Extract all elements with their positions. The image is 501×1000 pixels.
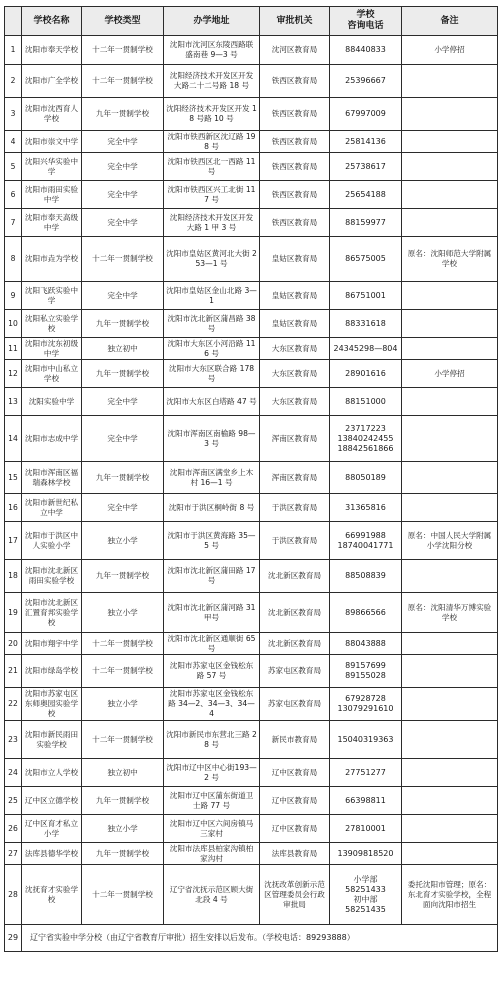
cell-address: 沈阳市法库县柏家沟镇柏家沟村: [164, 843, 260, 865]
cell-school-type: 完全中学: [82, 388, 164, 416]
cell-phone: 88159977: [330, 209, 402, 237]
cell-approval-authority: 辽中区教育局: [260, 787, 330, 815]
cell-notes: [402, 815, 498, 843]
table-row: [5, 131, 498, 153]
cell-notes: [402, 98, 498, 131]
cell-index: 8: [5, 237, 22, 282]
cell-address: 沈阳市于洪区黄海路 35—5 号: [164, 522, 260, 560]
cell-index: 18: [5, 560, 22, 593]
table-row: [5, 560, 498, 593]
cell-phone: 86751001: [330, 282, 402, 310]
cell-school-name: 沈阳市沈北新区雨田实验学校: [22, 560, 82, 593]
cell-address: 沈阳市大东区联合路 178 号: [164, 360, 260, 388]
cell-approval-authority: 铁西区教育局: [260, 131, 330, 153]
cell-phone: 88043888: [330, 633, 402, 655]
cell-approval-authority: 沈北新区教育局: [260, 593, 330, 633]
cell-address: 沈阳市苏家屯区金钱松东路 34—2、34—3、34—4: [164, 688, 260, 721]
cell-school-type: 完全中学: [82, 181, 164, 209]
cell-phone: 67997009: [330, 98, 402, 131]
cell-address: 沈阳市铁西区北一西路 11 号: [164, 153, 260, 181]
cell-approval-authority: 皇姑区教育局: [260, 237, 330, 282]
table-row: [5, 388, 498, 416]
cell-notes: [402, 721, 498, 759]
phone-line: 58251433: [345, 884, 386, 894]
cell-school-name: 辽中区立德学校: [22, 787, 82, 815]
cell-school-type: 独立初中: [82, 759, 164, 787]
cell-phone: 86575005: [330, 237, 402, 282]
cell-notes: [402, 688, 498, 721]
cell-school-type: 独立小学: [82, 522, 164, 560]
cell-index: 6: [5, 181, 22, 209]
table-row: [5, 815, 498, 843]
table-row: [5, 759, 498, 787]
phone-line: 66991988: [345, 530, 386, 540]
cell-school-name: 法库县德华学校: [22, 843, 82, 865]
cell-school-name: 沈阳市志成中学: [22, 416, 82, 462]
table-row: [5, 338, 498, 360]
table-row: [5, 181, 498, 209]
cell-address: 沈阳市辽中区蒲东街道卫士路 77 号: [164, 787, 260, 815]
cell-notes: 小学停招: [402, 36, 498, 65]
cell-approval-authority: 大东区教育局: [260, 360, 330, 388]
cell-address: 沈阳市浑南区南榆路 98—3 号: [164, 416, 260, 462]
cell-school-type: 完全中学: [82, 282, 164, 310]
cell-school-name: 沈阳市于洪区中人实验小学: [22, 522, 82, 560]
cell-approval-authority: 铁西区教育局: [260, 209, 330, 237]
cell-school-name: 沈阳市中山私立学校: [22, 360, 82, 388]
cell-index: 11: [5, 338, 22, 360]
phone-line: 13079291610: [337, 704, 394, 713]
table-row: [5, 593, 498, 633]
cell-school-name: 沈阳市新世纪私立中学: [22, 494, 82, 522]
cell-notes: [402, 181, 498, 209]
table-row: [5, 688, 498, 721]
cell-approval-authority: 浑南区教育局: [260, 416, 330, 462]
cell-school-type: 完全中学: [82, 153, 164, 181]
cell-notes: [402, 282, 498, 310]
cell-address: 沈阳市沈北新区蒲河路 31 甲号: [164, 593, 260, 633]
header-phone: [330, 7, 402, 36]
cell-phone: 24345298—804: [330, 338, 402, 360]
cell-school-type: 九年一贯制学校: [82, 843, 164, 865]
cell-index: 27: [5, 843, 22, 865]
cell-address: 沈阳市皇姑区金山北路 3—1: [164, 282, 260, 310]
cell-address: 辽宁省沈抚示范区顾大街北段 4 号: [164, 865, 260, 925]
table-row: [5, 721, 498, 759]
cell-address: 沈阳市大东区小河沿路 116 号: [164, 338, 260, 360]
cell-approval-authority: 于洪区教育局: [260, 522, 330, 560]
phone-line: 58251435: [345, 904, 386, 914]
cell-school-type: 九年一贯制学校: [82, 560, 164, 593]
cell-school-type: 完全中学: [82, 209, 164, 237]
cell-school-type: 十二年一贯制学校: [82, 65, 164, 98]
cell-index: 19: [5, 593, 22, 633]
cell-address: 沈阳市苏家屯区金钱松东路 57 号: [164, 655, 260, 688]
cell-approval-authority: 法库县教育局: [260, 843, 330, 865]
cell-index: 1: [5, 36, 22, 65]
cell-address: 沈阳经济技术开发区开发大路 1 甲 3 号: [164, 209, 260, 237]
table-row: [5, 98, 498, 131]
cell-school-name: 沈阳市垚为学校: [22, 237, 82, 282]
phone-line: 23717223: [345, 423, 386, 433]
header-notes: 备注: [402, 7, 498, 36]
cell-index: 14: [5, 416, 22, 462]
cell-phone: 66398811: [330, 787, 402, 815]
cell-approval-authority: 辽中区教育局: [260, 815, 330, 843]
cell-notes: [402, 338, 498, 360]
cell-index: 7: [5, 209, 22, 237]
cell-address: 沈阳市浑南区满堂乡上木村 16—1 号: [164, 462, 260, 494]
phone-line: 小学部: [353, 874, 378, 884]
cell-school-type: 独立小学: [82, 688, 164, 721]
cell-notes: [402, 388, 498, 416]
cell-phone: 31365816: [330, 494, 402, 522]
table-row: [5, 209, 498, 237]
phone-line: 89157699: [345, 661, 386, 670]
cell-phone: [330, 688, 402, 721]
cell-notes: [402, 153, 498, 181]
cell-index: 9: [5, 282, 22, 310]
header-school-type: 学校类型: [82, 7, 164, 36]
cell-school-name: 沈阳兴华实验中学: [22, 153, 82, 181]
cell-index: 2: [5, 65, 22, 98]
cell-school-name: 沈阳市浑南区福瑞森林学校: [22, 462, 82, 494]
cell-school-type: 独立小学: [82, 593, 164, 633]
cell-school-name: 沈阳市立人学校: [22, 759, 82, 787]
cell-phone: 88151000: [330, 388, 402, 416]
table-row: [5, 237, 498, 282]
cell-phone: 27751277: [330, 759, 402, 787]
cell-index: 4: [5, 131, 22, 153]
cell-school-type: 十二年一贯制学校: [82, 865, 164, 925]
cell-approval-authority: 于洪区教育局: [260, 494, 330, 522]
cell-notes: 原名：中国人民大学附属小学沈阳分校: [402, 522, 498, 560]
cell-school-name: 沈阳市广全学校: [22, 65, 82, 98]
cell-index: 22: [5, 688, 22, 721]
phone-line: 18740041771: [337, 540, 394, 550]
cell-notes: [402, 462, 498, 494]
phone-line: 89155028: [345, 671, 386, 680]
cell-index: 29: [5, 925, 22, 952]
cell-index: 12: [5, 360, 22, 388]
cell-phone: 88440833: [330, 36, 402, 65]
table-row: [5, 462, 498, 494]
cell-address: 沈阳市皇姑区黄河北大街 253—1 号: [164, 237, 260, 282]
cell-school-name: 沈阳市雨田实验中学: [22, 181, 82, 209]
cell-index: 15: [5, 462, 22, 494]
cell-index: 26: [5, 815, 22, 843]
cell-approval-authority: 苏家屯区教育局: [260, 655, 330, 688]
cell-address: 沈阳市新民市东营北三路 28 号: [164, 721, 260, 759]
cell-school-name: 沈阳市奉天高级中学: [22, 209, 82, 237]
cell-notes: [402, 843, 498, 865]
cell-notes: [402, 655, 498, 688]
table-body: [5, 36, 498, 952]
cell-phone: [330, 655, 402, 688]
cell-index: 21: [5, 655, 22, 688]
cell-approval-authority: 大东区教育局: [260, 338, 330, 360]
cell-notes: 小学停招: [402, 360, 498, 388]
cell-notes: [402, 131, 498, 153]
cell-phone: 88050189: [330, 462, 402, 494]
header-row: [5, 7, 498, 36]
cell-index: 17: [5, 522, 22, 560]
cell-notes: 原名：沈阳师范大学附属学校: [402, 237, 498, 282]
table-row: [5, 282, 498, 310]
cell-index: 28: [5, 865, 22, 925]
phone-line: 13840242455: [337, 433, 394, 443]
table-row: [5, 655, 498, 688]
cell-index: 23: [5, 721, 22, 759]
school-table-wrapper: [4, 6, 497, 952]
cell-school-type: 完全中学: [82, 416, 164, 462]
cell-notes: [402, 310, 498, 338]
table-row: [5, 360, 498, 388]
cell-notes: [402, 633, 498, 655]
cell-address: 沈阳市辽中区六间房镇马三家村: [164, 815, 260, 843]
cell-address: 沈阳市沈北新区通顺街 65 号: [164, 633, 260, 655]
table-row: [5, 310, 498, 338]
cell-phone: [330, 416, 402, 462]
cell-school-type: 完全中学: [82, 131, 164, 153]
cell-school-type: 九年一贯制学校: [82, 98, 164, 131]
cell-school-type: 十二年一贯制学校: [82, 655, 164, 688]
phone-line: 18842561866: [337, 443, 394, 453]
cell-school-name: 沈阳市苏家屯区东师奥园实验学校: [22, 688, 82, 721]
header-phone-line2: 咨询电话: [347, 21, 384, 31]
cell-approval-authority: 沈北新区教育局: [260, 560, 330, 593]
cell-school-name: 沈阳实验中学: [22, 388, 82, 416]
cell-address: 沈阳市于洪区桐岭街 8 号: [164, 494, 260, 522]
table-row: [5, 522, 498, 560]
cell-phone: 25738617: [330, 153, 402, 181]
cell-address: 沈阳市辽中区中心街193—2 号: [164, 759, 260, 787]
cell-address: 沈阳经济技术开发区开发大路二十二号路 18 号: [164, 65, 260, 98]
header-index: [5, 7, 22, 36]
cell-notes: [402, 494, 498, 522]
cell-approval-authority: 大东区教育局: [260, 388, 330, 416]
cell-school-name: 沈阳市沈北新区汇置育邦实验学校: [22, 593, 82, 633]
cell-notes: [402, 209, 498, 237]
header-school-name: 学校名称: [22, 7, 82, 36]
footer-note: 辽宁省实验中学分校（由辽宁省教育厅审批）招生安排以后发布。（学校电话：89293888）: [22, 925, 498, 952]
cell-index: 25: [5, 787, 22, 815]
cell-approval-authority: 皇姑区教育局: [260, 310, 330, 338]
cell-school-type: 独立初中: [82, 338, 164, 360]
cell-phone: 25814136: [330, 131, 402, 153]
cell-address: 沈阳市大东区白塔路 47 号: [164, 388, 260, 416]
cell-approval-authority: 铁西区教育局: [260, 153, 330, 181]
cell-phone: 88331618: [330, 310, 402, 338]
cell-phone: 25654188: [330, 181, 402, 209]
cell-phone: [330, 522, 402, 560]
table-row: [5, 36, 498, 65]
cell-address: 沈阳经济技术开发区开发 18 号路 10 号: [164, 98, 260, 131]
cell-school-name: 沈阳市绿岛学校: [22, 655, 82, 688]
cell-approval-authority: 沈河区教育局: [260, 36, 330, 65]
table-row-footer: [5, 925, 498, 952]
cell-index: 10: [5, 310, 22, 338]
cell-index: 5: [5, 153, 22, 181]
cell-index: 20: [5, 633, 22, 655]
cell-approval-authority: 皇姑区教育局: [260, 282, 330, 310]
cell-phone: 25396667: [330, 65, 402, 98]
cell-school-name: 沈阳私立实验学校: [22, 310, 82, 338]
cell-address: 沈阳市沈北新区蒲田路 17 号: [164, 560, 260, 593]
header-phone-line1: 学校: [356, 10, 375, 20]
cell-approval-authority: 沈北新区教育局: [260, 633, 330, 655]
cell-address: 沈阳市沈河区东陵西路联盛南巷 9—3 号: [164, 36, 260, 65]
cell-school-type: 九年一贯制学校: [82, 462, 164, 494]
cell-approval-authority: 浑南区教育局: [260, 462, 330, 494]
table-row: [5, 65, 498, 98]
cell-phone: 27810001: [330, 815, 402, 843]
table-row: [5, 865, 498, 925]
cell-approval-authority: 新民市教育局: [260, 721, 330, 759]
cell-index: 13: [5, 388, 22, 416]
cell-address: 沈阳市沈北新区蒲昌路 38 号: [164, 310, 260, 338]
cell-notes: [402, 65, 498, 98]
cell-school-type: 完全中学: [82, 494, 164, 522]
cell-address: 沈阳市铁西新区沈辽路 198 号: [164, 131, 260, 153]
cell-phone: [330, 865, 402, 925]
cell-approval-authority: 铁西区教育局: [260, 98, 330, 131]
cell-school-type: 十二年一贯制学校: [82, 237, 164, 282]
cell-index: 3: [5, 98, 22, 131]
phone-line: 67928728: [345, 694, 386, 703]
cell-notes: 委托沈阳市管理；原名：东北育才实验学校，全程面向沈阳市招生: [402, 865, 498, 925]
cell-approval-authority: 铁西区教育局: [260, 181, 330, 209]
phone-line: 初中部: [353, 894, 378, 904]
header-address: 办学地址: [164, 7, 260, 36]
cell-approval-authority: 沈抚改革创新示范区管理委员会行政审批局: [260, 865, 330, 925]
cell-notes: [402, 416, 498, 462]
cell-index: 24: [5, 759, 22, 787]
cell-phone: 13909818520: [330, 843, 402, 865]
school-table: [4, 6, 498, 952]
cell-approval-authority: 铁西区教育局: [260, 65, 330, 98]
cell-address: 沈阳市铁西区兴工北街 117 号: [164, 181, 260, 209]
cell-school-name: 沈阳市沈东初级中学: [22, 338, 82, 360]
table-row: [5, 843, 498, 865]
cell-phone: 28901616: [330, 360, 402, 388]
table-row: [5, 153, 498, 181]
cell-notes: [402, 560, 498, 593]
cell-school-type: 十二年一贯制学校: [82, 721, 164, 759]
cell-phone: 89866566: [330, 593, 402, 633]
cell-approval-authority: 苏家屯区教育局: [260, 688, 330, 721]
cell-school-name: 沈阳飞跃实验中学: [22, 282, 82, 310]
cell-school-name: 沈抚育才实验学校: [22, 865, 82, 925]
cell-school-name: 辽中区育才私立小学: [22, 815, 82, 843]
cell-approval-authority: 辽中区教育局: [260, 759, 330, 787]
cell-school-type: 十二年一贯制学校: [82, 36, 164, 65]
cell-notes: [402, 787, 498, 815]
header-approval: 审批机关: [260, 7, 330, 36]
cell-school-type: 十二年一贯制学校: [82, 633, 164, 655]
cell-school-name: 沈阳市翔宇中学: [22, 633, 82, 655]
cell-notes: 原名：沈阳清华万博实验学校: [402, 593, 498, 633]
cell-school-name: 沈阳市崇文中学: [22, 131, 82, 153]
cell-school-type: 九年一贯制学校: [82, 787, 164, 815]
cell-school-name: 沈阳市新民雨田实验学校: [22, 721, 82, 759]
table-row: [5, 494, 498, 522]
table-row: [5, 633, 498, 655]
cell-phone: 15040319363: [330, 721, 402, 759]
cell-notes: [402, 759, 498, 787]
cell-school-name: 沈阳市沈西育人学校: [22, 98, 82, 131]
cell-school-type: 九年一贯制学校: [82, 360, 164, 388]
table-row: [5, 787, 498, 815]
cell-school-name: 沈阳市奉天学校: [22, 36, 82, 65]
cell-phone: 88508839: [330, 560, 402, 593]
table-row: [5, 416, 498, 462]
cell-index: 16: [5, 494, 22, 522]
cell-school-type: 独立小学: [82, 815, 164, 843]
cell-school-type: 九年一贯制学校: [82, 310, 164, 338]
